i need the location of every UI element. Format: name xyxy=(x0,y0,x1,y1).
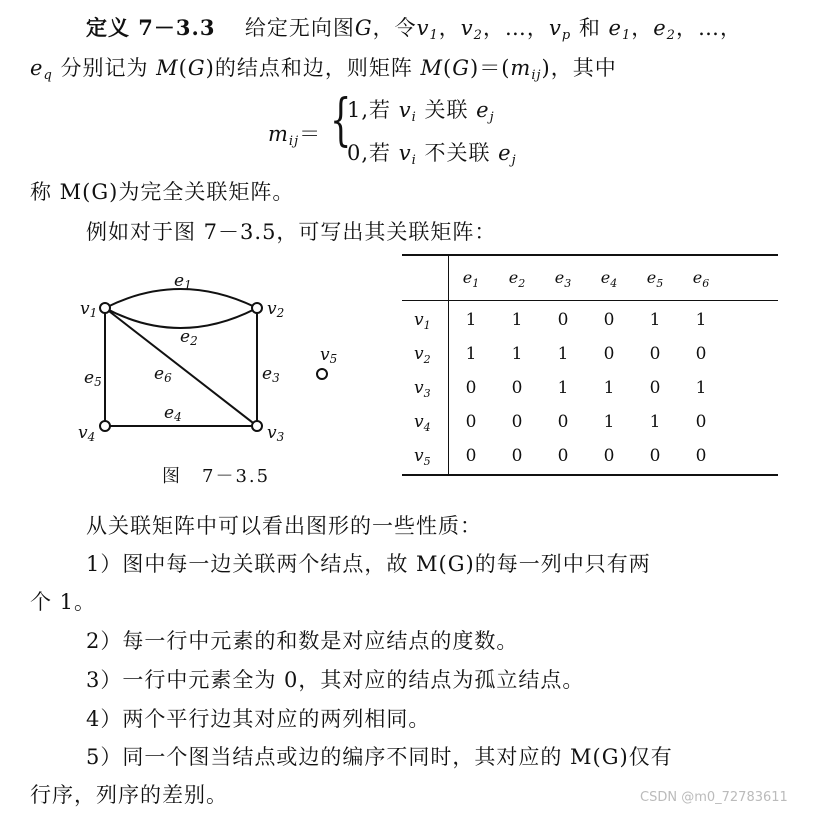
watermark: CSDN @m0_72783611 xyxy=(640,790,788,805)
matrix-row-label: $v_5$ xyxy=(414,446,431,468)
property-4: 4）两个平行边其对应的两列相同。 xyxy=(86,707,431,731)
formula-lhs: $m_{ij}=$ xyxy=(268,122,322,149)
formula-lhs-subscript: ij xyxy=(288,134,300,149)
matrix-cell: 0 xyxy=(649,446,661,466)
property-2: 2）每一行中元素的和数是对应结点的度数。 xyxy=(86,629,519,653)
vertex-label-v3: v3 xyxy=(267,423,285,444)
edge-label-e5: e5 xyxy=(84,368,102,389)
matrix-cell: 0 xyxy=(557,412,569,432)
property-5-line-b: 行序，列序的差别。 xyxy=(30,783,228,807)
property-1-line-a: 1）图中每一边关联两个结点，故 M(G)的每一列中只有两 xyxy=(86,552,651,576)
definition-line1-text-a: 给定无向图 xyxy=(244,16,355,40)
figure-caption: 图 7－3.5 xyxy=(162,466,271,487)
definition-line2-text-c: 的结点和边，则矩阵 xyxy=(214,56,413,80)
matrix-cell: 1 xyxy=(649,310,661,330)
vertex-label-v2: v2 xyxy=(267,299,285,320)
example-intro: 例如对于图 7－3.5，可写出其关联矩阵： xyxy=(86,220,497,244)
matrix-col-header: $e_6$ xyxy=(692,268,710,290)
case1-relation: 关联 xyxy=(424,98,469,122)
edge-label-e3: e3 xyxy=(262,364,280,385)
matrix-cell: 0 xyxy=(603,344,615,364)
definition-summary: 称 M(G)为完全关联矩阵。 xyxy=(30,180,295,204)
matrix-top-rule xyxy=(402,254,778,256)
matrix-cell: 0 xyxy=(511,446,523,466)
vertex-v4 xyxy=(100,421,110,431)
matrix-cell: 0 xyxy=(511,378,523,398)
case0-relation: 不关联 xyxy=(424,141,491,165)
matrix-col-header: $e_4$ xyxy=(600,268,618,290)
matrix-cell: 1 xyxy=(465,344,477,364)
matrix-cell: 1 xyxy=(603,412,615,432)
definition-heading: 定义 7－3.3 xyxy=(86,15,216,40)
matrix-cell: 0 xyxy=(603,446,615,466)
matrix-col-header: $e_1$ xyxy=(462,268,480,290)
matrix-cell: 1 xyxy=(465,310,477,330)
matrix-header-rule xyxy=(402,300,778,301)
edge-label-e1: e1 xyxy=(174,271,192,292)
property-5-line-a: 5）同一个图当结点或边的编序不同时，其对应的 M(G)仅有 xyxy=(86,745,673,769)
definition-line1-text-b: ，令 xyxy=(372,16,417,40)
matrix-row-label: $v_1$ xyxy=(414,310,431,332)
matrix-cell: 1 xyxy=(511,310,523,330)
property-3: 3）一行中元素全为 0，其对应的结点为孤立结点。 xyxy=(86,668,585,692)
matrix-cell: 1 xyxy=(557,378,569,398)
matrix-cell: 0 xyxy=(695,446,707,466)
vertex-label-v4: v4 xyxy=(78,423,96,444)
edge-e6 xyxy=(105,308,257,426)
matrix-row-label: $v_4$ xyxy=(414,412,431,434)
matrix-cell: 0 xyxy=(511,412,523,432)
matrix-cell: 0 xyxy=(465,412,477,432)
vertex-label-v1: v1 xyxy=(80,299,98,320)
vertex-v1 xyxy=(100,303,110,313)
matrix-col-header: $e_2$ xyxy=(508,268,526,290)
matrix-cell: 0 xyxy=(557,446,569,466)
case1-text: 若 xyxy=(369,98,392,122)
edge-label-e6: e6 xyxy=(154,364,172,385)
matrix-cell: 1 xyxy=(603,378,615,398)
case0-text: 若 xyxy=(369,141,392,165)
incidence-matrix xyxy=(402,254,778,476)
matrix-cell: 1 xyxy=(695,310,707,330)
formula-case-1: 1,若 $v_i$ 关联 $e_j$ xyxy=(347,98,495,125)
vertex-label-v5: v5 xyxy=(320,345,338,366)
matrix-cell: 0 xyxy=(649,344,661,364)
matrix-cell: 1 xyxy=(557,344,569,364)
definition-line1-and: 和 xyxy=(578,16,601,40)
formula-brace: { xyxy=(330,88,352,153)
graph-figure xyxy=(60,262,350,452)
matrix-cell: 0 xyxy=(465,446,477,466)
edge-e1 xyxy=(105,289,257,308)
matrix-vertical-rule xyxy=(448,254,449,476)
edge-label-e2: e2 xyxy=(180,327,198,348)
matrix-bottom-rule xyxy=(402,474,778,476)
edge-label-e4: e4 xyxy=(164,403,182,424)
matrix-cell: 0 xyxy=(695,412,707,432)
matrix-col-header: $e_5$ xyxy=(646,268,664,290)
vertex-v5 xyxy=(317,369,327,379)
definition-line2-text-b: 分别记为 xyxy=(60,56,149,80)
matrix-cell: 0 xyxy=(649,378,661,398)
matrix-row-label: $v_2$ xyxy=(414,344,431,366)
matrix-cell: 1 xyxy=(695,378,707,398)
matrix-cell: 0 xyxy=(695,344,707,364)
properties-intro: 从关联矩阵中可以看出图形的一些性质： xyxy=(86,514,482,538)
vertex-v2 xyxy=(252,303,262,313)
definition-line-2: $e_q$ 分别记为 M(G)的结点和边，则矩阵 $M(G)=(m_{ij})$，其中 xyxy=(30,56,617,83)
property-1-line-b: 个 1。 xyxy=(30,590,97,614)
definition-line-1: 定义 7－3.3 给定无向图G，令$v_1$，$v_2$，…，$v_p$ 和 $e_1$，$e_2$，…， xyxy=(86,15,742,43)
definition-line2-text-d: ，其中 xyxy=(550,56,617,80)
matrix-cell: 1 xyxy=(511,344,523,364)
formula-case-0: 0,若 $v_i$ 不关联 $e_j$ xyxy=(347,141,517,168)
matrix-cell: 1 xyxy=(649,412,661,432)
matrix-cell: 0 xyxy=(557,310,569,330)
case0-value: 0, xyxy=(347,141,370,165)
case1-value: 1, xyxy=(347,98,370,122)
vertex-v3 xyxy=(252,421,262,431)
matrix-cell: 0 xyxy=(465,378,477,398)
matrix-cell: 0 xyxy=(603,310,615,330)
matrix-col-header: $e_3$ xyxy=(554,268,572,290)
matrix-row-label: $v_3$ xyxy=(414,378,431,400)
formula-lhs-symbol: m xyxy=(268,122,289,146)
